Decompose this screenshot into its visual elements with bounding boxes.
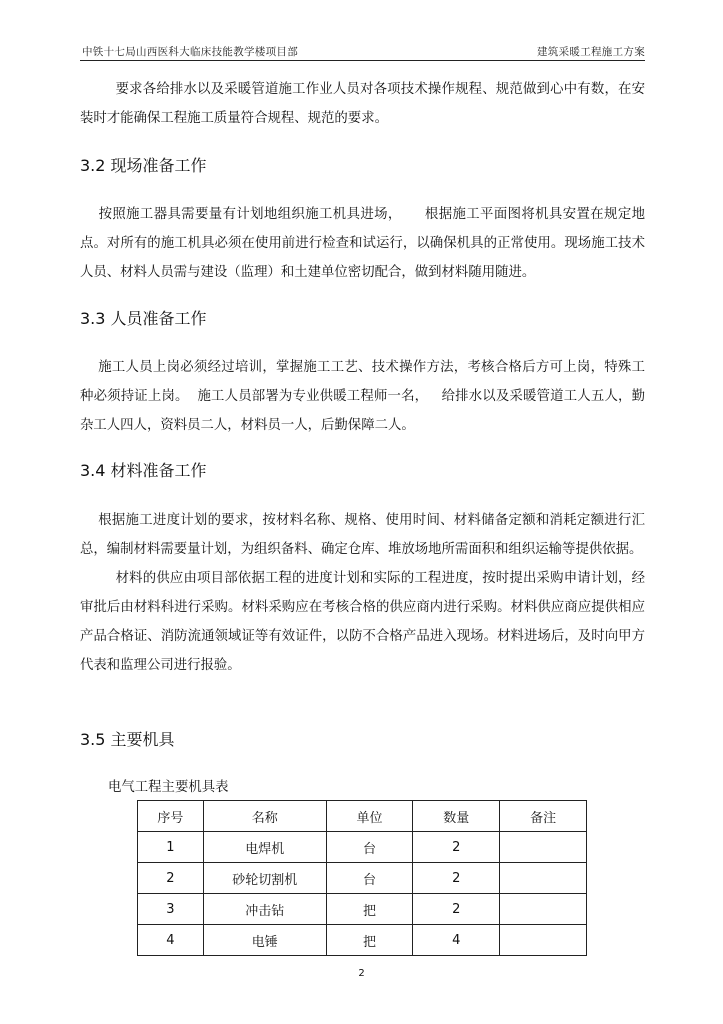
cell-quantity: 2 [413, 832, 500, 863]
cell-name: 电锤 [203, 925, 326, 956]
section-3-4-body [80, 506, 645, 680]
header-divider [80, 60, 645, 61]
table-row [138, 863, 587, 894]
cell-unit: 把 [326, 894, 413, 925]
table-header-row [138, 801, 587, 832]
intro-paragraph-block [80, 75, 645, 133]
cell-index: 3 [138, 894, 204, 925]
section-3-4-heading: 3.4 材料准备工作 [80, 461, 207, 480]
table-row [138, 832, 587, 863]
cell-unit: 把 [326, 925, 413, 956]
table-row [138, 894, 587, 925]
col-header-index: 序号 [138, 801, 204, 832]
cell-remarks [500, 925, 587, 956]
cell-index: 1 [138, 832, 204, 863]
cell-remarks [500, 863, 587, 894]
cell-quantity: 2 [413, 863, 500, 894]
col-header-remarks: 备注 [500, 801, 587, 832]
section-3-4-paragraph-1: 根据施工进度计划的要求，按材料名称、规格、使用时间、材料储备定额和消耗定额进行汇总，编制材料需要量计划，为组织备料、确定仓库、堆放场地所需面积和组织运输等提供依据。 [80, 513, 646, 557]
machinery-table-title: 电气工程主要机具表 [108, 780, 229, 795]
section-3-3-heading: 3.3 人员准备工作 [80, 309, 207, 328]
machinery-table [137, 800, 587, 956]
section-3-3-paragraph: 施工人员上岗必须经过培训，掌握施工工艺、技术操作方法，考核合格后方可上岗，特殊工种必须持证上岗。 施工人员部署为专业供暖工程师一名， 给排水以及采暖管道工人五人，勤杂工人四人，资料员二人，材料员一人，后勤保障二人。 [80, 360, 646, 433]
intro-paragraph: 要求各给排水以及采暖管道施工作业人员对各项技术操作规程、规范做到心中有数，在安装时才能确保工程施工质量符合规程、规范的要求。 [80, 82, 645, 126]
cell-quantity: 4 [413, 925, 500, 956]
col-header-unit: 单位 [326, 801, 413, 832]
cell-quantity: 2 [413, 894, 500, 925]
page-number: 2 [358, 968, 365, 979]
section-3-5-heading: 3.5 主要机具 [80, 730, 175, 749]
section-3-2-heading: 3.2 现场准备工作 [80, 156, 207, 175]
cell-remarks [500, 832, 587, 863]
header-project-name: 中铁十七局山西医科大临床技能教学楼项目部 [82, 46, 298, 58]
cell-name: 冲击钻 [203, 894, 326, 925]
cell-unit: 台 [326, 863, 413, 894]
section-3-3-body [80, 353, 645, 440]
cell-unit: 台 [326, 832, 413, 863]
section-3-4-paragraph-2: 材料的供应由项目部依据工程的进度计划和实际的工程进度，按时提出采购申请计划，经审批后由材料科进行采购。材料采购应在考核合格的供应商内进行采购。材料供应商应提供相应产品合格证、消防流通领域证等有效证件，以防不合格产品进入现场。材料进场后，及时向甲方代表和监理公司进行报验。 [80, 571, 645, 673]
section-3-2-body [80, 200, 645, 287]
section-3-2-paragraph: 按照施工器具需要量有计划地组织施工机具进场， 根据施工平面图将机具安置在规定地点。对所有的施工机具必须在使用前进行检查和试运行，以确保机具的正常使用。现场施工技术人员、材料人员需与建设（监理）和土建单位密切配合，做到材料随用随进。 [80, 207, 645, 280]
col-header-name: 名称 [203, 801, 326, 832]
cell-index: 4 [138, 925, 204, 956]
cell-name: 电焊机 [203, 832, 326, 863]
header-document-title: 建筑采暖工程施工方案 [537, 46, 645, 58]
cell-remarks [500, 894, 587, 925]
cell-index: 2 [138, 863, 204, 894]
cell-name: 砂轮切割机 [203, 863, 326, 894]
table-row [138, 925, 587, 956]
col-header-quantity: 数量 [413, 801, 500, 832]
